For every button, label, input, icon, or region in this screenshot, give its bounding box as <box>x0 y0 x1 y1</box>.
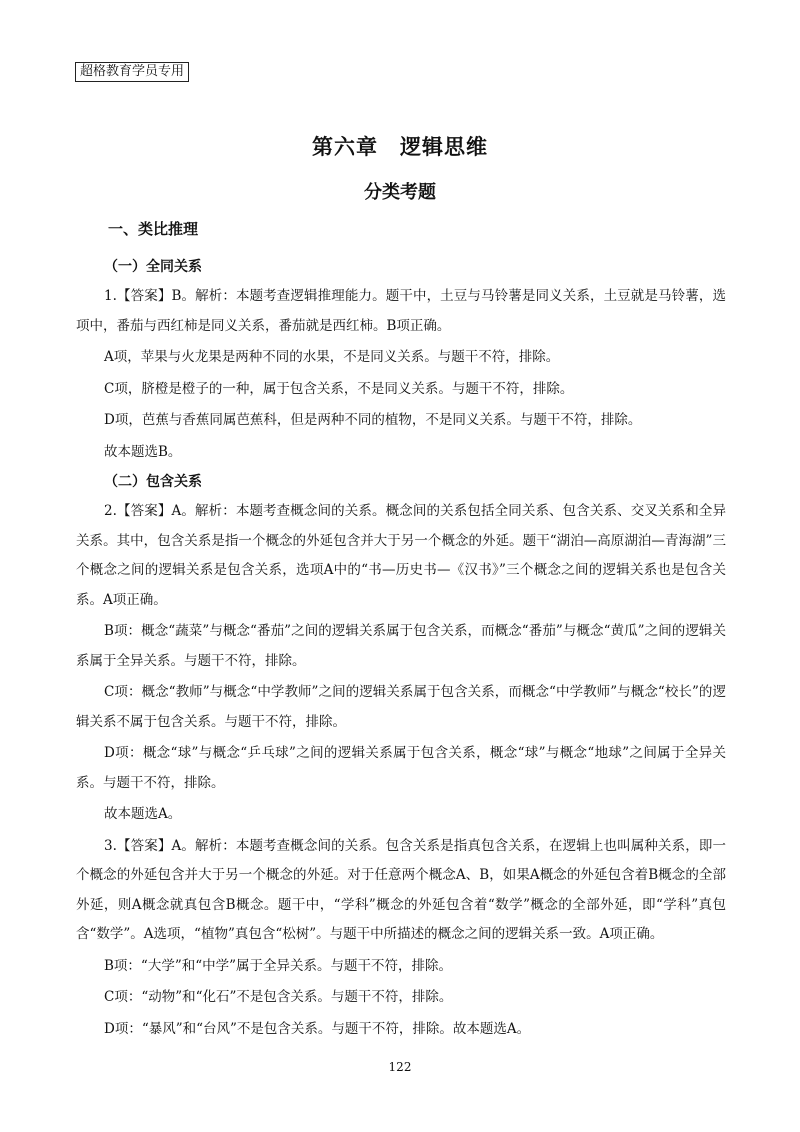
question-3-option-d: D项：“暴风”和“台风”不是包含关系。与题干不符，排除。故本题选A。 <box>104 1020 531 1037</box>
subsection-heading: （一）全同关系 <box>104 259 202 275</box>
section-heading: 一、类比推理 <box>108 220 199 238</box>
section-subtitle: 分类考题 <box>364 182 436 203</box>
question-1-option-a: A项，苹果与火龙果是两种不同的水果，不是同义关系。与题干不符，排除。 <box>104 349 560 365</box>
page-number: 122 <box>388 1060 412 1074</box>
question-1-option-c: C项，脐橙是橙子的一种，属于包含关系，不是同义关系。与题干不符，排除。 <box>104 380 574 397</box>
question-3-option-c: C项：“动物”和“化石”不是包含关系。与题干不符，排除。 <box>104 989 453 1005</box>
question-1-conclusion: 故本题选B。 <box>104 443 182 460</box>
question-2-option-d: D项：概念“球”与概念“乒乓球”之间的逻辑关系属于包含关系，概念“球”与概念“地球”之间属于全异关系。与题干不符，排除。 <box>76 745 726 791</box>
question-3-answer: 3.【答案】A。解析：本题考查概念间的关系。包含关系是指真包含关系，在逻辑上也叫属种关系，即一个概念的外延包含并大于另一个概念的外延。对于任意两个概念A、B，如果A概念的外延包含着B概念的全部外延，则A概念就真包含B概念。题干中，“学科”概念的外延包含着“数学”概念的全部外延，即“学科”真包含“数学”。A选项，“植物”真包含“松树”。与题干中所描述的概念之间的逻辑关系一致。A项正确。 <box>76 837 726 942</box>
question-3-option-b: B项：“大学”和“中学”属于全异关系。与题干不符，排除。 <box>104 957 453 974</box>
watermark-label: 超格教育学员专用 <box>75 62 189 82</box>
question-2-option-b: B项：概念“蔬菜”与概念“番茄”之间的逻辑关系属于包含关系，而概念“番茄”与概念“黄瓜”之间的逻辑关系属于全异关系。与题干不符，排除。 <box>76 623 726 669</box>
subsection-heading: （二）包含关系 <box>104 474 202 490</box>
chapter-title: 第六章 逻辑思维 <box>312 134 488 159</box>
question-2-option-c: C项：概念“教师”与概念“中学教师”之间的逻辑关系属于包含关系，而概念“中学教师”与概念“校长”的逻辑关系不属于包含关系。与题干不符，排除。 <box>76 684 726 730</box>
question-1-answer: 1.【答案】B。解析：本题考查逻辑推理能力。题干中，土豆与马铃薯是同义关系，土豆就是马铃薯，选项中，番茄与西红柿是同义关系，番茄就是西红柿。B项正确。 <box>76 288 726 334</box>
question-2-conclusion: 故本题选A。 <box>104 806 182 822</box>
question-2-answer: 2.【答案】A。解析：本题考查概念间的关系。概念间的关系包括全同关系、包含关系、交叉关系和全异关系。其中，包含关系是指一个概念的外延包含并大于另一个概念的外延。题干“湖泊—高原湖泊—青海湖”三个概念之间的逻辑关系是包含关系，选项A中的“书—历史书—《汉书》”三个概念之间的逻辑关系也是包含关系。A项正确。 <box>76 503 726 608</box>
question-1-option-d: D项，芭蕉与香蕉同属芭蕉科，但是两种不同的植物，不是同义关系。与题干不符，排除。 <box>104 412 642 428</box>
document-body <box>76 216 726 1046</box>
